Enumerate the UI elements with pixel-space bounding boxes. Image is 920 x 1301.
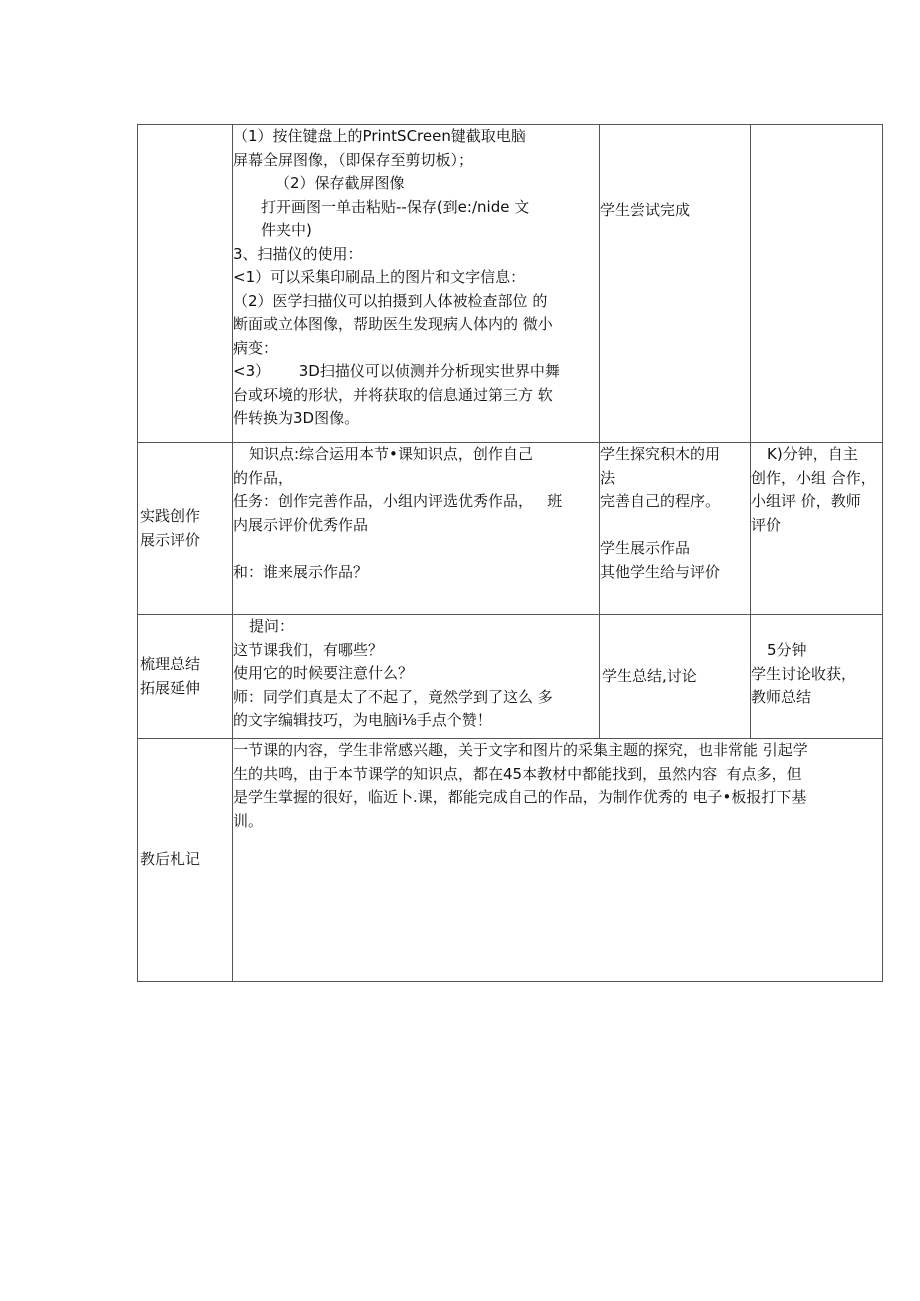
row4-label: 教后札记: [140, 850, 201, 869]
row1-content-line: （2）保存截屏图像: [275, 174, 405, 192]
row2-content-line: [233, 537, 599, 561]
row2-activity-line: [600, 514, 750, 538]
row1-activity-cell: [600, 125, 751, 443]
row2-time-line: 评价: [751, 515, 782, 534]
row3-time-cell: [751, 615, 883, 739]
row2-content-line: 任务：创作完善作品，小组内评选优秀作品， 班: [233, 492, 563, 510]
row1-content-cell: [233, 125, 600, 443]
row2-activity-line: 完善自己的程序。: [600, 492, 721, 510]
row3-content-cell: [233, 615, 600, 739]
row2-time-line: 创作，小组 合作，: [751, 468, 876, 487]
row3-time-line: 5分钟: [767, 641, 807, 659]
row1-content-line: 件夹中): [261, 221, 312, 239]
table-row: [138, 125, 883, 443]
row2-content-line: 知识点:综合运用本节•课知识点，创作自己: [249, 445, 533, 463]
table-row: [138, 615, 883, 739]
row3-content-line: 提问：: [249, 617, 295, 635]
row1-content-line: 台或环境的形状，并将获取的信息通过第三方 软: [233, 385, 553, 404]
row4-label-cell: [138, 739, 233, 982]
row2-activity-line: 其他学生给与评价: [600, 562, 721, 581]
row2-label: 实践创作: [140, 507, 201, 525]
row2-activity-line: 学生探究积木的用: [600, 445, 721, 463]
row1-content-line: 3、扫描仪的使用：: [233, 244, 363, 263]
row3-time-line: 学生讨论收获，: [751, 664, 857, 683]
row3-label: 梳理总结: [140, 655, 201, 673]
row3-content-line: 使用它的时候要注意什么？: [233, 664, 414, 682]
row2-label-cell: [138, 443, 233, 615]
row2-content-line: 内展示评价优秀作品: [233, 515, 369, 534]
notes-cell: [233, 739, 883, 982]
row2-time-line: K)分钟，自主: [767, 445, 858, 463]
row3-time-line: 教师总结: [751, 688, 812, 706]
row3-activity-line: 学生总结,讨论: [602, 666, 697, 685]
row2-content-line: 和：谁来展示作品？: [233, 562, 369, 581]
row1-content-line: 屏幕全屏图像，（即保存至剪切板）；: [233, 150, 474, 169]
row3-content-line: 这节课我们，有哪些？: [233, 640, 384, 659]
row2-activity-line: 法: [600, 468, 616, 487]
row1-content-line: <3） 3D扫描仪可以侦测并分析现实世界中舞: [233, 362, 560, 380]
row1-content-line: <1）可以采集印刷品上的图片和文字信息：: [233, 268, 526, 286]
row1-time-cell: [751, 125, 883, 443]
row2-time-line: 小组评 价，教师: [751, 492, 861, 510]
row2-content-cell: [233, 443, 600, 615]
notes-line: 生的共鸣，由于本节课学的知识点，都在45本教材中都能找到，虽然内容 有点多，但: [233, 764, 802, 783]
row2-content-line: 的作品，: [233, 468, 294, 487]
row2-label: 展示评价: [140, 530, 201, 549]
row1-content-line: 件转换为3D图像。: [233, 409, 360, 427]
notes-line: 训。: [233, 811, 264, 830]
table-row: [138, 739, 883, 982]
row2-activity-cell: [600, 443, 751, 615]
row1-content-line: 断面或立体图像，帮助医生发现病人体内的 微小: [233, 315, 553, 333]
row3-content-line: 师：同学们真是太了不起了，竟然学到了这么 多: [233, 687, 553, 706]
table-row: [138, 443, 883, 615]
row3-content-line: 的文字编辑技巧，为电脑i⅛手点个赞！: [233, 711, 492, 729]
row2-time-cell: [751, 443, 883, 615]
row1-content-line: （1）按住键盘上的PrintSCreen键截取电脑: [233, 127, 526, 145]
row1-label-cell: [138, 125, 233, 443]
row3-activity-cell: [600, 615, 751, 739]
row3-label: 拓展延伸: [140, 678, 201, 697]
notes-line: 一节课的内容，学生非常感兴趣，关于文字和图片的采集主题的探究，也非常能 引起学: [233, 741, 808, 759]
row1-activity-line: 学生尝试完成: [600, 201, 691, 219]
row2-activity-line: 学生展示作品: [600, 539, 691, 557]
row1-content-line: 病变：: [233, 338, 279, 357]
row1-content-line: 打开画图一单击粘贴--保存(到e:/nide 文: [261, 197, 530, 216]
row1-content-line: （2）医学扫描仪可以拍摄到人体被检查部位 的: [233, 291, 548, 310]
lesson-plan-table: [137, 124, 883, 982]
notes-line: 是学生掌握的很好，临近卜.课，都能完成自己的作品，为制作优秀的 电子•板报打下基: [233, 788, 807, 806]
row3-label-cell: [138, 615, 233, 739]
